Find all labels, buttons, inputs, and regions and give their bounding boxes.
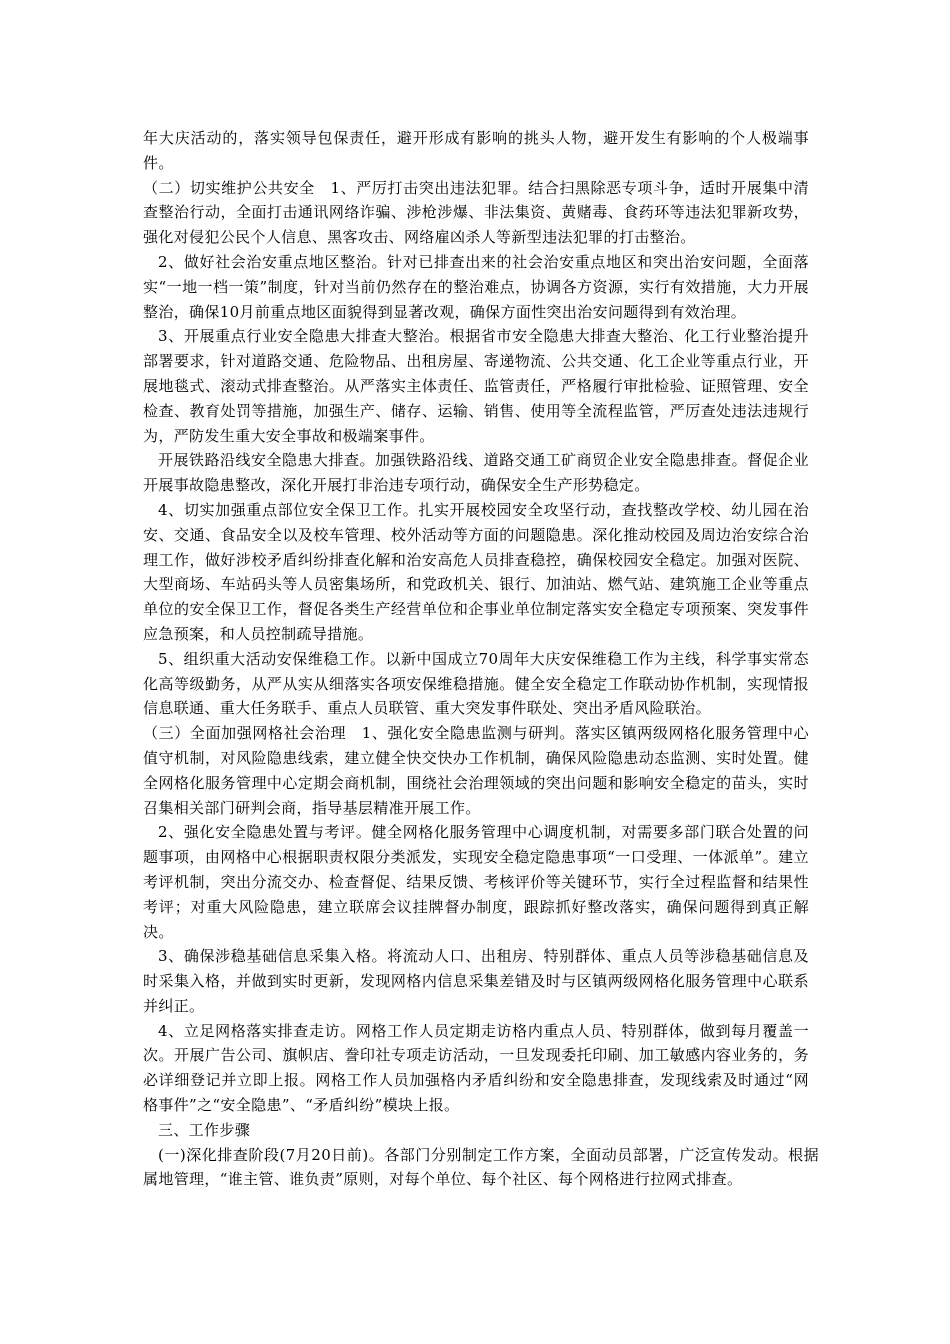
section-heading: 三、工作步骤 xyxy=(158,1120,251,1139)
paragraph-5: 开展铁路沿线安全隐患大排查。加强铁路沿线、道路交通工矿商贸企业安全隐患排查。督促企业开展事故隐患整改，深化开展打非治违专项行动，确保安全生产形势稳定。 xyxy=(143,451,809,495)
paragraph-3: 2、做好社会治安重点地区整治。针对已排查出来的社会治安重点地区和突出治安问题，全面落实“一地一档一策”制度，针对当前仍然存在的整治难点，协调各方资源，实行有效措施，大力开展整治，确保10月前重点地区面貌得到显著改观，确保方面性突出治安问题得到有效治理。 xyxy=(143,252,809,321)
paragraph-8: （三）全面加强网格社会治理 1、强化安全隐患监测与研判。落实区镇两级网格化服务管理中心值守机制，对风险隐患线索，建立健全快交快办工作机制，确保风险隐患动态监测、实时处置。健全网格化服务管理中心定期会商机制，围绕社会治理领域的突出问题和影响安全稳定的苗头，实时召集相关部门研判会商，指导基层精准开展工作。 xyxy=(143,724,809,817)
paragraph-12: (一)深化排查阶段(7月20日前)。各部门分别制定工作方案，全面动员部署，广泛宣传发动。根据属地管理，“谁主管、谁负责”原则，对每个单位、每个社区、每个网格进行拉网式排查。 xyxy=(143,1145,819,1189)
paragraph-4: 3、开展重点行业安全隐患大排查大整治。根据省市安全隐患大排查大整治、化工行业整治提升部署要求，针对道路交通、危险物品、出租房屋、寄递物流、公共交通、化工企业等重点行业，开展地毯式、滚动式排查整治。从严落实主体责任、监管责任，严格履行审批检验、证照管理、安全检查、教育处罚等措施，加强生产、储存、运输、销售、使用等全流程监管，严厉查处违法违规行为，严防发生重大安全事故和极端案事件。 xyxy=(143,327,809,445)
paragraph-7: 5、组织重大活动安保维稳工作。以新中国成立70周年大庆安保维稳工作为主线，科学事实常态化高等级勤务，从严从实从细落实各项安保维稳措施。健全安全稳定工作联动协作机制，实现情报信息联通、重大任务联手、重点人员联管、重大突发事件联处、突出矛盾风险联治。 xyxy=(143,649,809,718)
document-body xyxy=(143,126,819,1192)
paragraph-1: 年大庆活动的，落实领导包保责任，避开形成有影响的挑头人物，避开发生有影响的个人极端事件。 xyxy=(143,129,809,172)
paragraph-11: 4、立足网格落实排查走访。网格工作人员定期走访格内重点人员、特别群体，做到每月覆盖一次。开展广告公司、旗帜店、誊印社专项走访活动，一旦发现委托印刷、加工敏感内容业务的，务必详细登记并立即上报。网格工作人员加强格内矛盾纠纷和安全隐患排查，发现线索及时通过“网格事件”之“安全隐患”、“矛盾纠纷”模块上报。 xyxy=(143,1021,809,1115)
paragraph-2: （二）切实维护公共安全 1、严厉打击突出违法犯罪。结合扫黑除恶专项斗争，适时开展集中清查整治行动，全面打击通讯网络诈骗、涉枪涉爆、非法集资、黄赌毒、食药环等违法犯罪新攻势，强化对侵犯公民个人信息、黑客攻击、网络雇凶杀人等新型违法犯罪的打击整治。 xyxy=(143,178,809,247)
paragraph-10: 3、确保涉稳基础信息采集入格。将流动人口、出租房、特别群体、重点人员等涉稳基础信息及时采集入格，并做到实时更新，发现网格内信息采集差错及时与区镇两级网格化服务管理中心联系并纠正。 xyxy=(143,947,809,1015)
paragraph-6: 4、切实加强重点部位安全保卫工作。扎实开展校园安全攻坚行动，查找整改学校、幼儿园在治安、交通、食品安全以及校车管理、校外活动等方面的问题隐患。深化推动校园及周边治安综合治理工作，做好涉校矛盾纠纷排查化解和治安高危人员排查稳控，确保校园安全稳定。加强对医院、大型商场、车站码头等人员密集场所，和党政机关、银行、加油站、燃气站、建筑施工企业等重点单位的安全保卫工作，督促各类生产经营单位和企事业单位制定落实安全稳定专项预案、突发事件应急预案，和人员控制疏导措施。 xyxy=(143,500,809,643)
paragraph-9: 2、强化安全隐患处置与考评。健全网格化服务管理中心调度机制，对需要多部门联合处置的问题事项，由网格中心根据职责权限分类派发，实现安全稳定隐患事项“一口受理、一体派单”。建立考评机制，突出分流交办、检查督促、结果反馈、考核评价等关键环节，实行全过程监督和结果性考评；对重大风险隐患，建立联席会议挂牌督办制度，跟踪抓好整改落实，确保问题得到真正解决。 xyxy=(143,823,809,941)
